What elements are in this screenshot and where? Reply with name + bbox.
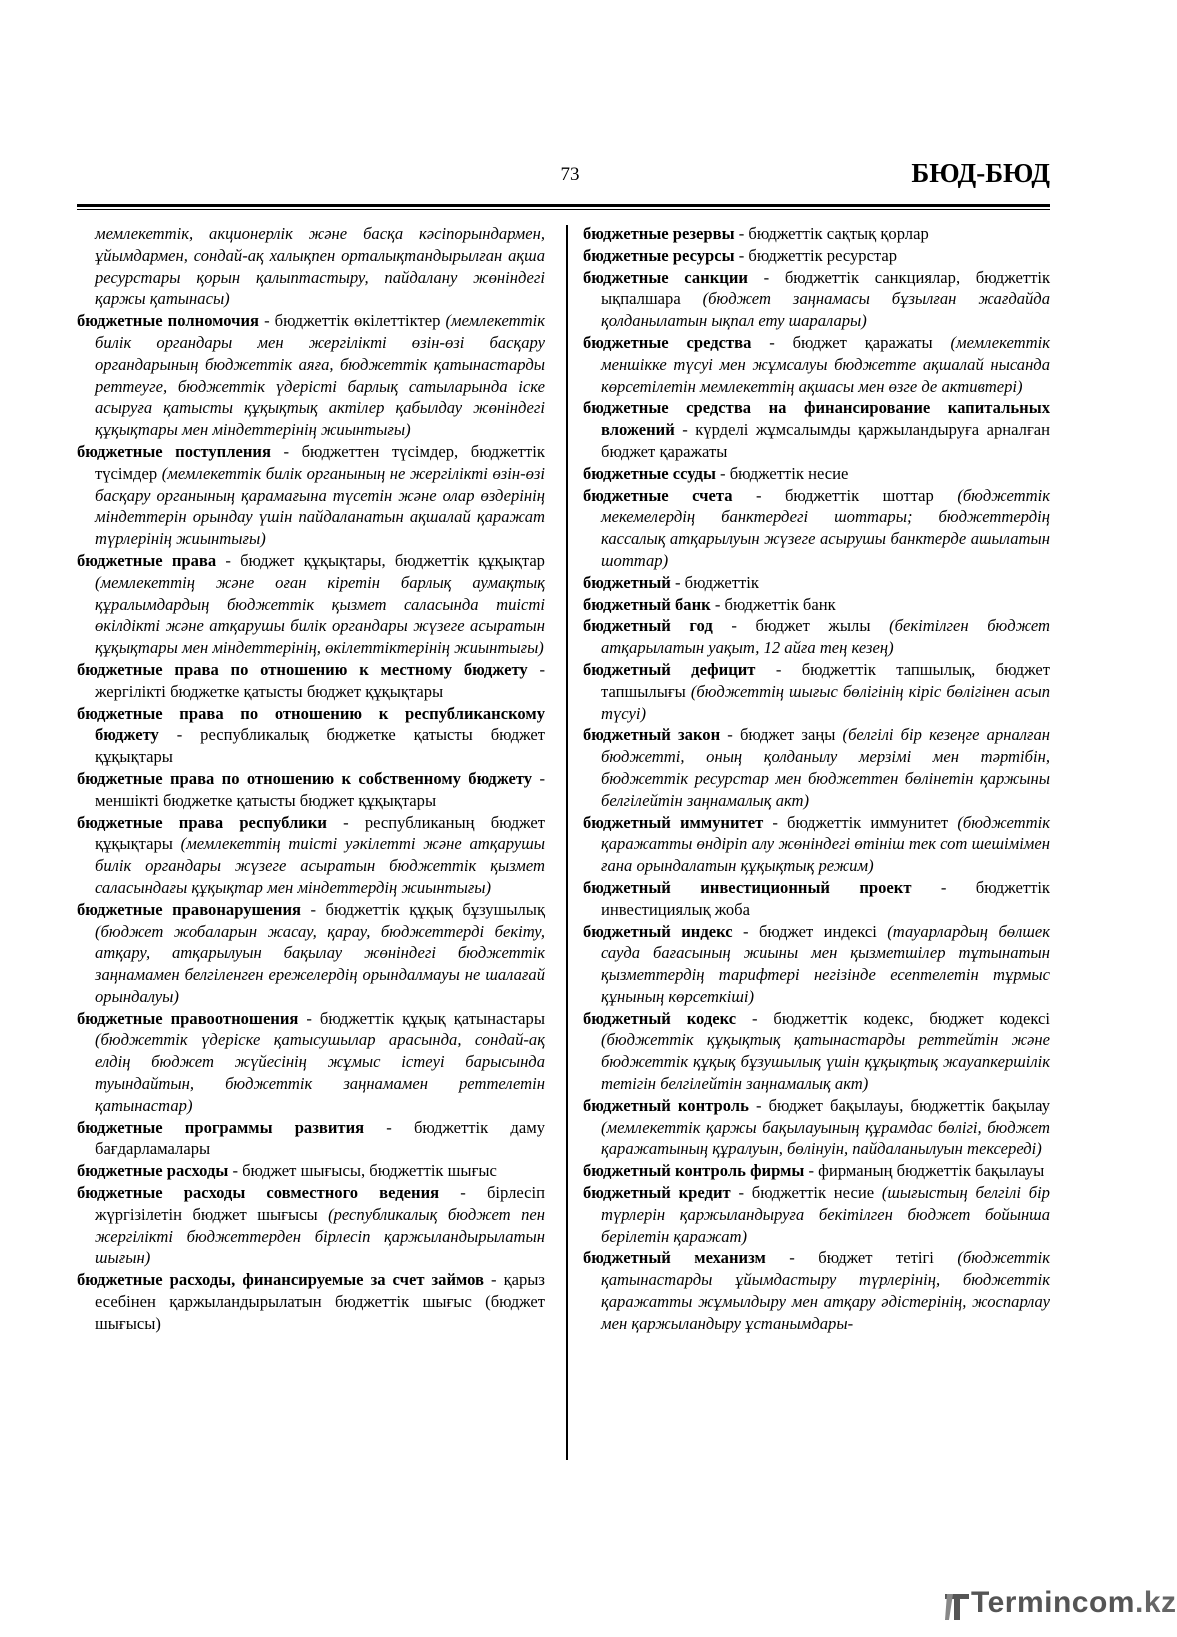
entry-translation: - бюджеттік құқық қатынастары [298,1008,545,1028]
entry-translation: - бюджеттік шоттар [732,485,958,505]
dictionary-entry [77,1160,545,1182]
dictionary-entry [77,550,545,659]
dictionary-entry [583,1160,1050,1182]
entry-translation: - фирманың бюджеттік бақылауы [804,1161,1045,1181]
entry-definition: (шығыстың белгілі бір түрлерін қаржыландыруға бекітілген бюджет бойынша берілетін қаражат) [601,1183,1050,1246]
entry-translation: - бюджет шығысы, бюджеттік шығыс [228,1161,497,1181]
dictionary-entry [583,724,1050,811]
entry-definition: (белгілі бір кезеңге арналған бюджетті, оның қолданылу мерзімі мен тәртібін, бюджеттік ресурстар мен бюджеттен бөлінетін қаржыны белгілейтін заңнамалық акт) [601,725,1051,810]
entry-definition: (республикалық бюджет пен жергілікті бюджеттерден бірлесіп қаржыландырылатын шығын) [95,1204,545,1268]
dictionary-entry [77,310,545,441]
entry-definition: (мемлекеттік меншікке түсуі мен жұмсалуы бюджетте ақшалай нысанда көрсетілетін мемлекеттің ақшасы мен өзге де активтері) [601,332,1050,396]
dictionary-entry [583,223,1050,245]
dictionary-entry [77,768,545,812]
entry-term: бюджетный дефицит [583,659,756,679]
entry-term: бюджетный закон [583,725,721,745]
entry-translation: - республиканың бюджет құқықтары [95,812,546,854]
logo-text-tld: .kz [1134,1586,1177,1619]
dictionary-entry [77,703,545,768]
dictionary-entry [583,332,1050,397]
header-rule-thick [77,204,1050,207]
entry-term: бюджетные правонарушения [77,899,301,919]
entry-term: бюджетные программы развития [77,1117,365,1137]
entry-translation: - жергілікті бюджетке қатысты бюджет құқықтары [95,659,545,701]
entry-translation: - қарыз есебінен қаржыландырылатын бюджеттік шығыс (бюджет шығысы) [95,1270,545,1333]
entry-translation: - бюджеттік санкциялар, бюджеттік ықпалшара [601,267,1051,309]
dictionary-entry [583,1247,1050,1334]
entry-term: бюджетный кодекс [583,1008,737,1028]
entry-translation: - бюджеттік [670,572,759,592]
entry-translation: - бюджеттік өкілеттіктер [259,311,446,331]
dictionary-entry [583,812,1050,877]
dictionary-entry [583,463,1050,485]
dictionary-entry [583,877,1050,921]
entry-translation: - бюджеттік несие [715,463,849,483]
dictionary-entry [583,921,1050,1008]
entry-term: бюджетные расходы [77,1161,229,1181]
dictionary-entry [77,441,545,550]
entry-definition: (бекітілген бюджет атқарылатын уақыт, 12 айға тең кезең) [601,616,1050,658]
entry-term: бюджетный [583,572,671,592]
entry-translation: - бюджеттік иммунитет [763,812,958,832]
dictionary-entry [77,1008,545,1117]
dictionary-entry [583,1095,1050,1160]
dictionary-entry [583,572,1050,594]
entry-translation: - бюджеттік банк [710,594,836,614]
entry-definition: (мемлекеттік билік органдары мен жергілікті өзін-өзі басқару органдарының бюджеттік аяға, бюджеттік қатынастарды реттеуге, бюджеттік үдерісті барлық сатыларында іске асыруға қатысты құқықтық актілер қабылдау жөніндегі құқықтары мен міндеттерінің жиынтығы) [95,311,545,440]
dictionary-entry [77,223,545,310]
entry-translation: - бюджет құқықтары, бюджеттік құқықтар [216,550,545,570]
entry-definition: (мемлекеттік қаржы бақылауының құрамдас бөлігі, бюджет қаражатының құралуын, бөлінуін, пайдаланылуын тексереді) [601,1117,1050,1159]
dictionary-entry [583,594,1050,616]
logo-text [971,1586,1177,1620]
entry-term: бюджетные ссуды [583,463,716,483]
entry-definition: (бюджеттік мекемелердің банктердегі шоттары; бюджеттердің кассалық атқарылуын жүзеге асырушы банктерде ашылатын шоттар) [601,485,1050,570]
dictionary-entry [583,397,1050,462]
dictionary-entry [583,245,1050,267]
logo-text-main: Termincom [971,1586,1135,1619]
logo-mark-icon [945,1592,971,1622]
dictionary-entry [77,1117,545,1161]
entry-translation: - бюджет индексі [732,921,888,941]
dictionary-entry [77,1182,545,1269]
right-column [583,223,1050,1335]
entry-term: бюджетные расходы, финансируемые за счет займов [77,1270,484,1290]
entry-definition: (мемлекеттік билік органының не жергілікті өзін-өзі басқару органының қарамағына түсетін және олар өздерінің міндеттерін орындау үшін пайдаланатын ақшалай қаражат түрлерінің жиынтығы) [95,463,545,549]
dictionary-entry [77,1269,545,1334]
page-number: 73 [560,164,580,185]
entry-translation: - бюджеттік тапшылық, бюджет тапшылығы [601,659,1050,701]
entry-translation: - бюджет заңы [720,725,843,745]
entry-term: бюджетные санкции [583,267,748,287]
entry-definition: (бюджет жобаларын жасау, қарау, бюджеттерді бекіту, атқару, атқарылуын бақылау жөніндегі бюджеттік заңнамамен белгіленген ережелердің орындалмауы не шалағай орындалуы) [95,921,545,1006]
header-rule-thin [77,209,1050,210]
entry-term: бюджетный год [583,616,713,636]
entry-term: бюджетный кредит [583,1183,731,1203]
entry-term: бюджетные правоотношения [77,1008,299,1028]
entry-term: бюджетный инвестиционный проект [583,877,912,897]
entry-term: бюджетные права [77,550,217,570]
entry-definition: (бюджет заңнамасы бұзылған жағдайда қолданылатын ықпал ету шаралары) [601,289,1050,331]
entry-translation: - бюджеттен түсімдер, бюджеттік түсімдер [95,441,545,483]
entry-term: бюджетные права республики [77,812,327,832]
dictionary-entry [583,1182,1050,1247]
entry-term: бюджетный иммунитет [583,812,764,832]
entry-term: бюджетный контроль фирмы [583,1161,805,1181]
entry-translation: - бюджеттік даму бағдарламалары [95,1117,545,1159]
entry-translation: - күрделі жұмсалымды қаржыландыруға арналған бюджет қаражаты [601,420,1050,461]
entry-term: бюджетные расходы совместного ведения [77,1183,440,1203]
site-logo [945,1586,1177,1626]
entry-term: бюджетный механизм [583,1248,766,1268]
entry-definition: (тауарлардың бөлшек сауда бағасының жиыны мен қызметшілер тұтынатын қызметтердің тарифтері негізінде есептелетін тұрмыс құнының көрсеткіші) [601,921,1050,1006]
entry-translation: - меншікті бюджетке қатысты бюджет құқықтары [95,768,545,810]
entry-translation: - бюджеттік несие [730,1183,882,1203]
dictionary-entry [77,899,545,1008]
entry-term: бюджетный контроль [583,1095,749,1115]
entry-translation: - бюджеттік сақтық қорлар [734,224,929,243]
dictionary-entry [583,615,1050,659]
entry-term: бюджетные права по отношению к республиканскому бюджету [77,703,545,745]
entry-definition: (бюджеттік қатынастарды ұйымдастыру түрлерінің, бюджеттік қаражатты жұмылдыру мен атқару әдістерінің, жоспарлау мен қаржыландыру ұстанымдары- [601,1248,1050,1333]
entry-term: бюджетные права по отношению к местному бюджету [77,659,528,679]
entry-translation: - бюджет бақылауы, бюджеттік бақылау [748,1095,1050,1115]
dictionary-entry [583,1008,1050,1095]
entry-translation: - бюджеттік құқық бұзушылық [301,899,546,919]
dictionary-entry [583,485,1050,572]
entry-definition: (мемлекеттің және оған кіретін барлық аумақтық құралымдардың бюджеттік қызмет саласында тиісті өкілдікті және атқарушы билік органдары жүзеге асыратын құқықтары мен міндеттерінің, өкілеттіктерінің жиынтығы) [95,572,545,658]
dictionary-entry [583,659,1050,724]
entry-term: бюджетные средства на финансирование капитальных вложений [583,398,1050,440]
entry-term: бюджетные поступления [77,441,271,461]
section-title: БЮД-БЮД [911,158,1050,188]
column-divider [566,225,568,1460]
entry-definition: (бюджеттік құқықтық қатынастарды реттейтін және бюджеттік құқық бұзушылық үшін құқықтық жауапкершілік тетігін белгілейтін заңнамалық акт) [601,1030,1050,1094]
entry-term: бюджетные ресурсы [583,245,735,265]
entry-term: бюджетные счета [583,485,733,505]
entry-definition: (бюджеттің шығыс бөлігінің кіріс бөлігінен асып түсуі) [601,681,1050,723]
entry-term: бюджетный банк [583,594,711,614]
entry-translation: - бюджеттік кодекс, бюджет кодексі [736,1008,1050,1028]
entry-term: бюджетные резервы [583,224,735,243]
entry-translation: - бюджет қаражаты [751,332,951,352]
entry-definition: (мемлекеттің тиісті уәкілетті және атқарушы билік органдары жүзеге асыратын бюджеттік қызмет саласындағы құқықтар мен міндеттердің жиынтығы) [95,834,545,897]
entry-translation: - бюджет тетігі [765,1248,958,1268]
entry-translation: - бюджет жылы [712,616,890,636]
entry-translation: - республикалық бюджетке қатысты бюджет құқықтары [95,725,545,767]
entry-term: бюджетные полномочия [77,311,260,331]
entry-translation: - бюджеттік инвестициялық жоба [601,877,1050,919]
entry-term: бюджетные права по отношению к собственному бюджету [77,768,533,788]
dictionary-entry [77,659,545,703]
entry-translation: - бюджеттік ресурстар [734,245,898,265]
entry-term: бюджетные средства [583,332,752,352]
left-column [77,223,545,1335]
entry-translation: - бірлесіп жүргізілетін бюджет шығысы [95,1183,546,1224]
entry-definition: (бюджеттік қаражатты өндіріп алу жөніндегі өтініш тек сот шешімімен ғана орындалатын құқықтық режим) [601,812,1050,876]
entry-definition: (бюджеттік үдеріске қатысушылар арасында, сондай-ақ елдің бюджет жүйесінің жұмыс істеуі барысында туындайтын, бюджеттік заңнамамен реттелетін қатынастар) [95,1030,545,1115]
dictionary-entry [77,812,545,899]
entry-definition: мемлекеттік, акционерлік және басқа кәсіпорындармен, ұйымдармен, сондай-ақ халықпен орталықтандырылған ақша ресурстары қорын қалыптастыру, пайдалану жөніндегі қаржы қатынасы) [95,224,545,309]
entry-term: бюджетный индекс [583,921,733,941]
dictionary-entry [583,267,1050,332]
